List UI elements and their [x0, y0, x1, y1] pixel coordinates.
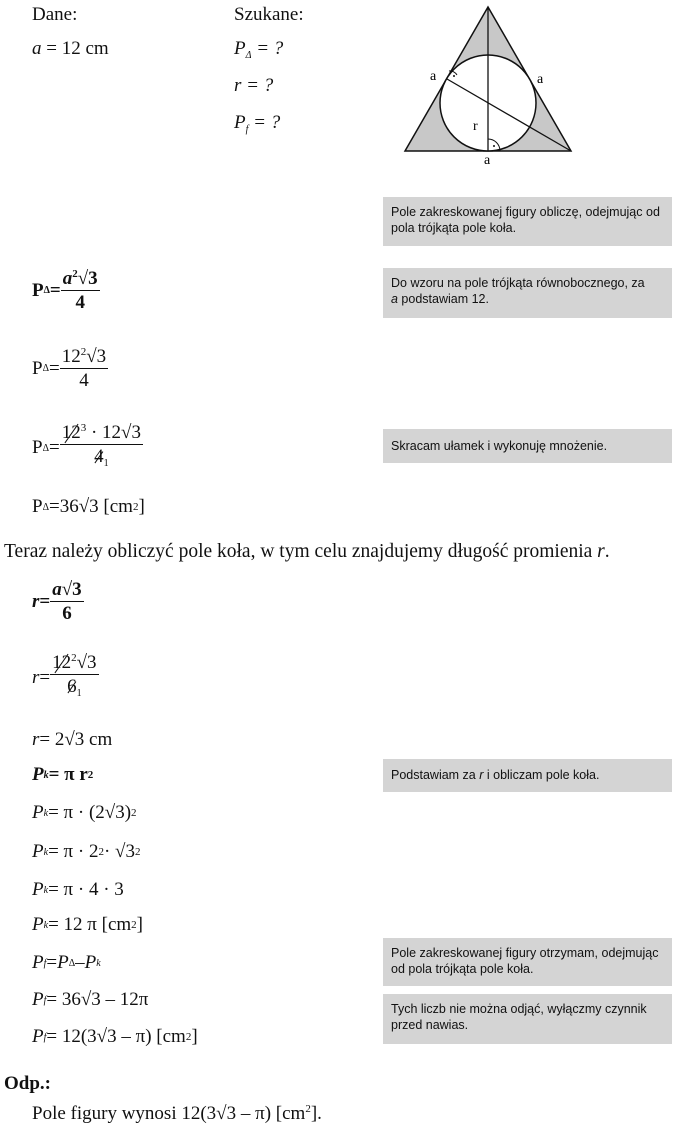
val: = π · (2√3) [48, 802, 132, 823]
e: = [49, 496, 60, 517]
note-1: Pole zakreskowanej figury obliczę, odejmując od pola trójkąta pole koła. [383, 197, 672, 246]
k: k [43, 807, 49, 819]
eq-pk-1: P k = π · (2√3) 2 [32, 802, 137, 823]
four-struck: 4 [94, 446, 104, 467]
p2: P [57, 952, 69, 973]
p: P [32, 914, 44, 935]
answer-heading: Odp.: [4, 1073, 51, 1094]
dot12: · 12√3 [86, 422, 141, 443]
f-sub: f [245, 124, 249, 135]
atext: Pole figury wynosi 12(3√3 – π) [cm [32, 1103, 306, 1124]
val: = 36√3 – 12π [46, 989, 149, 1010]
note-5: Pole zakreskowanej figury otrzymam, odejmując od pola trójkąta pole koła. [383, 938, 672, 986]
n4var: r [479, 768, 484, 782]
close: ] [191, 1026, 198, 1047]
sought-pf [234, 112, 280, 141]
eq-r-formula [32, 579, 84, 624]
val: = π · 4 · 3 [48, 879, 124, 900]
label-r: r [473, 119, 478, 134]
pi: = π r [48, 764, 88, 785]
p: P [32, 357, 43, 379]
val: = 2√3 cm [39, 729, 113, 750]
s3: √3 [76, 652, 97, 673]
n2var: a [391, 292, 398, 306]
n2b: podstawiam 12. [397, 292, 489, 306]
s3: √3 [86, 346, 107, 367]
eq-pf-1 [32, 989, 148, 1011]
m: – [75, 952, 85, 973]
eq-tri-sub [32, 346, 108, 391]
p: P [32, 879, 44, 900]
tri-sub: Δ [245, 50, 252, 61]
q2: = ? [248, 112, 281, 133]
n2a: Do wzoru na pole trójkąta równobocznego, za [391, 276, 645, 290]
k: k [43, 769, 49, 781]
f: f [43, 1031, 47, 1043]
d: Δ [42, 363, 50, 374]
p: P [32, 496, 43, 517]
eq-pf-result: P f = 12(3√3 – π) [cm 2 ] [32, 1026, 198, 1047]
six-struck: 6 [67, 676, 77, 697]
a-var: a [32, 38, 42, 59]
given-a [32, 38, 109, 60]
four: 4 [75, 292, 85, 313]
e: = [46, 952, 58, 973]
six: 6 [62, 603, 72, 624]
e: = [39, 667, 51, 688]
p: P [32, 841, 44, 862]
answer-text [32, 1103, 322, 1125]
sought-r [234, 75, 273, 97]
val: = π · 2 [48, 841, 99, 862]
f: f [43, 994, 47, 1006]
eq-r-cancel [32, 652, 99, 704]
intro-radius [4, 541, 610, 563]
r: r [32, 590, 40, 612]
asup: 2 [305, 1103, 311, 1115]
n4b: i obliczam pole koła. [483, 768, 600, 782]
one: 1 [76, 688, 82, 699]
p3: P [84, 952, 97, 973]
d: Δ [42, 501, 50, 513]
p: P [32, 279, 44, 301]
pf: P [234, 112, 246, 133]
p: P [234, 38, 246, 59]
note-3: Skracam ułamek i wykonuję mnożenie. [383, 429, 672, 463]
p: P [32, 764, 44, 785]
intro-dot: . [604, 541, 610, 562]
note-2 [383, 268, 672, 318]
intro: Teraz należy obliczyć pole koła, w tym celu znajdujemy długość promienia [4, 541, 598, 562]
a: a [52, 579, 62, 600]
two: 2 [72, 268, 78, 280]
eq-tri-cancel [32, 422, 143, 474]
close: ] [138, 496, 145, 517]
f: f [43, 957, 47, 969]
a-value: = 12 cm [41, 38, 109, 59]
s3: √3 [77, 268, 98, 289]
val: = 12(3√3 – π) [cm [46, 1026, 186, 1047]
one: 1 [103, 458, 109, 469]
two: 2 [71, 652, 77, 664]
aend: ]. [310, 1103, 322, 1124]
triangle-figure [400, 3, 580, 168]
r: r [32, 667, 40, 688]
label-a-right: a [537, 72, 544, 87]
twelve: 12 [61, 346, 81, 367]
e: = [49, 279, 61, 301]
k: k [43, 846, 49, 858]
four: 4 [79, 370, 89, 391]
eq-pf-formula [32, 952, 101, 974]
given-heading: Dane: [32, 4, 78, 25]
eq-pk-result: P k = 12 π [cm 2 ] [32, 914, 143, 935]
sought-ptri [234, 38, 283, 67]
k: k [43, 919, 49, 931]
q: = ? [251, 38, 284, 59]
eq-pk-3 [32, 879, 124, 901]
k: k [96, 957, 101, 969]
note-6: Tych liczb nie można odjąć, wyłączmy czynnik przed nawias. [383, 994, 672, 1044]
r: r [32, 729, 40, 750]
label-a-left: a [430, 69, 437, 84]
note-4 [383, 759, 672, 792]
two: 2 [80, 346, 87, 358]
n4a: Podstawiam za [391, 768, 480, 782]
p: P [32, 437, 43, 458]
twelve-struck: 12 [52, 652, 72, 673]
eq-pk-2: P k = π · 2 2 · √3 2 [32, 841, 141, 862]
p: P [32, 802, 44, 823]
a: a [62, 268, 73, 289]
r-line: r = ? [234, 75, 274, 96]
eq-tri-result: P Δ = 36√3 [cm 2 ] [32, 496, 145, 517]
d: Δ [43, 285, 50, 296]
s3: √3 [61, 579, 82, 600]
label-a-bottom: a [484, 153, 491, 168]
eq-tri-formula [32, 268, 100, 313]
d: Δ [68, 957, 76, 969]
intro-r: r [597, 541, 605, 562]
k: k [43, 884, 49, 896]
close: ] [136, 914, 143, 935]
val: 36√3 [cm [59, 496, 133, 517]
ds: · √3 [103, 841, 135, 862]
p: P [32, 1026, 44, 1047]
p: P [32, 989, 44, 1010]
three: 3 [80, 422, 87, 434]
twelve-struck: 12 [61, 422, 81, 443]
d: Δ [42, 442, 50, 454]
val: = 12 π [cm [48, 914, 132, 935]
p: P [32, 952, 44, 973]
eq-pk-formula: P k = π r 2 [32, 764, 94, 785]
e: = [39, 590, 51, 612]
e: = [49, 357, 60, 379]
eq-r-result [32, 729, 112, 751]
e: = [49, 437, 60, 458]
sought-heading: Szukane: [234, 4, 304, 25]
